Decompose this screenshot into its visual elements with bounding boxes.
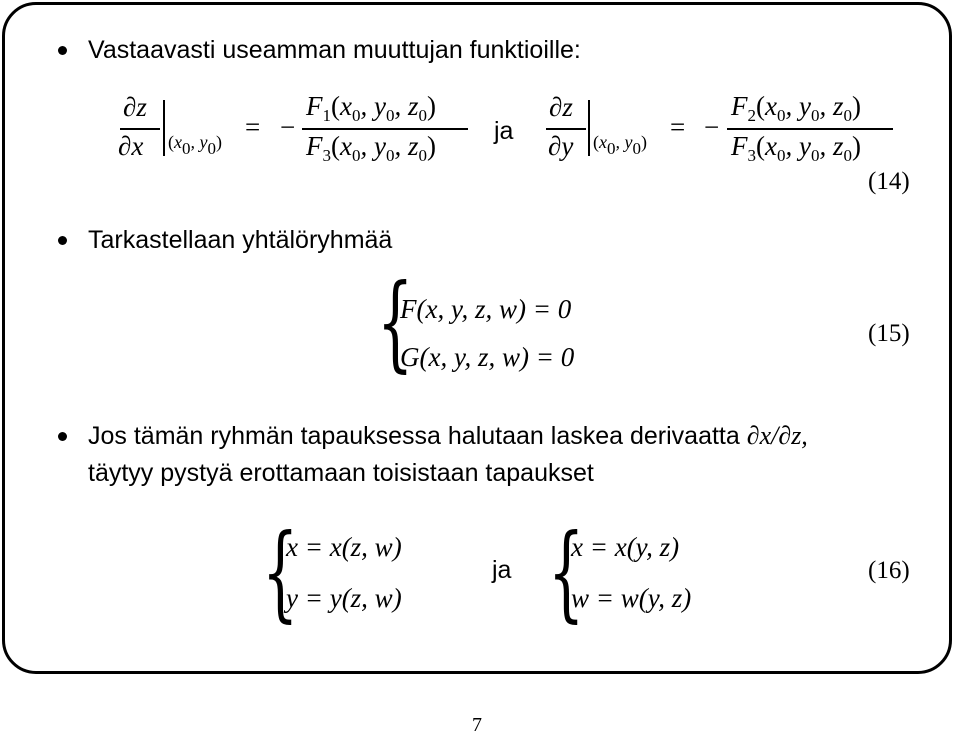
eq14-rhs1-numerator: $F_1(x_0$, $y_0$, $z_0$): [306, 91, 436, 125]
eq16-right-line-2: w = w(y, z): [571, 583, 692, 613]
eq14-lhs2-denominator: ∂y: [548, 131, 574, 161]
fraction-bar: [727, 128, 893, 130]
evaluation-bar: [163, 100, 165, 156]
bullet-text-3: [88, 421, 808, 451]
evaluation-bar: [588, 100, 590, 156]
minus-sign: −: [280, 112, 296, 142]
eq14-eval-point-1: (x0, y0): [168, 132, 222, 158]
eq14-eval-point-2: (x0, y0): [593, 132, 647, 158]
bullet-text-2: Tarkastellaan yhtälöryhmää: [88, 226, 393, 254]
bullet-marker: [58, 46, 67, 55]
eq16-left-line-2: y = y(z, w): [286, 583, 402, 613]
eq14-lhs1-denominator: ∂x: [118, 131, 144, 161]
bullet-text-4: täytyy pystyä erottamaan toisistaan tapaukset: [88, 459, 594, 487]
bullet-text-1: Vastaavasti useamman muuttujan funktioille:: [88, 36, 581, 64]
inline-derivative: ∂x/∂z,: [746, 421, 808, 450]
eq14-lhs1-numerator: ∂z: [123, 92, 147, 122]
left-brace: {: [262, 511, 299, 633]
fraction-bar: [546, 128, 586, 130]
eq14-lhs2-numerator: ∂z: [549, 92, 573, 122]
bullet-marker: [58, 432, 67, 441]
bullet-marker: [58, 236, 67, 245]
eq14-rhs2-denominator: $F_3(x_0$, $y_0$, $z_0$): [731, 131, 861, 165]
left-brace: {: [377, 261, 414, 383]
fraction-bar: [302, 128, 468, 130]
equals-sign: =: [245, 112, 261, 142]
equals-sign: =: [670, 112, 686, 142]
page-number: 7: [472, 714, 482, 736]
eq14-rhs2-numerator: $F_2(x_0$, $y_0$, $z_0$): [731, 91, 861, 125]
bullet-text-3-body: Jos tämän ryhmän tapauksessa halutaan laskea derivaatta: [88, 422, 740, 450]
eq14-rhs1-denominator: $F_3(x_0$, $y_0$, $z_0$): [306, 131, 436, 165]
eq16-left-line-1: x = x(z, w): [286, 532, 402, 562]
equation-number-16: (16): [868, 557, 910, 584]
eq16-right-line-1: x = x(y, z): [571, 532, 680, 562]
connector-ja-2: ja: [492, 556, 512, 584]
left-brace: {: [548, 511, 585, 633]
minus-sign: −: [704, 112, 720, 142]
eq15-line-2: G(x, y, z, w) = 0: [400, 342, 575, 372]
equation-number-15: (15): [868, 320, 910, 347]
connector-ja-1: ja: [494, 117, 514, 145]
fraction-bar: [120, 128, 160, 130]
eq15-line-1: F(x, y, z, w) = 0: [400, 294, 572, 324]
equation-number-14: (14): [868, 168, 910, 195]
